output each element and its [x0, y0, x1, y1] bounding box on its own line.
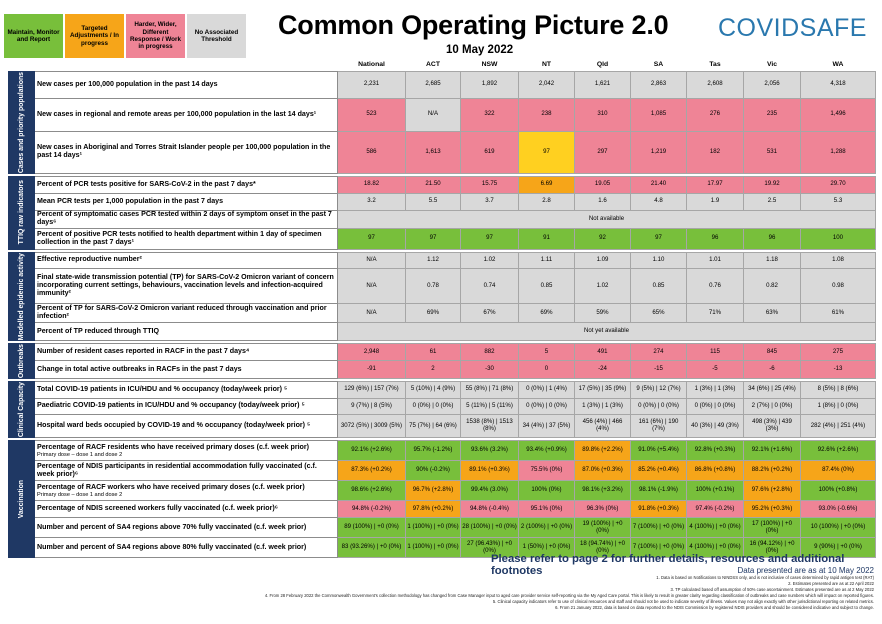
- group-label-text: Cases and priority populations: [17, 71, 25, 173]
- table-row: [9, 361, 876, 379]
- value-cell: 0.82: [744, 269, 801, 304]
- value-cell: 91.8% (+0.3%): [631, 501, 687, 518]
- value-cell: 97.4% (-0.2%): [687, 501, 744, 518]
- value-cell: 1.11: [519, 252, 575, 269]
- value-cell: 34 (4%) | 37 (5%): [519, 415, 575, 438]
- value-cell: 4 (100%) | +0 (0%): [687, 518, 744, 538]
- group-label-text: Modelled epidemic activity: [17, 252, 25, 340]
- value-cell: 28 (100%) | +0 (0%): [461, 518, 519, 538]
- value-cell: 75 (7%) | 64 (6%): [406, 415, 461, 438]
- value-cell: 89 (100%) | +0 (0%): [338, 518, 406, 538]
- footnote: 6. From 21 January 2022, data is based on data reported to the NDIS Commission by registered NDIS providers and should be considered indicative and subject to change.: [555, 604, 874, 610]
- value-cell: 61%: [801, 304, 876, 323]
- value-cell: 1 (8%) | 0 (0%): [801, 398, 876, 415]
- value-cell: 282 (4%) | 251 (4%): [801, 415, 876, 438]
- metric-label: [35, 131, 338, 173]
- value-cell: -5: [687, 361, 744, 379]
- value-cell: 18.82: [338, 176, 406, 193]
- metric-label: [35, 176, 338, 193]
- value-cell: 523: [338, 98, 406, 131]
- value-cell: 93.0% (-0.6%): [801, 501, 876, 518]
- value-cell: -91: [338, 361, 406, 379]
- metric-subtext: Primary dose – dose 1 and dose 2: [37, 491, 123, 498]
- metric-label: [35, 304, 338, 323]
- value-cell: 75.5% (0%): [519, 461, 575, 481]
- value-cell: 235: [744, 98, 801, 131]
- value-cell: 1.9: [687, 193, 744, 210]
- table-row: [9, 98, 876, 131]
- table-row: [9, 323, 876, 341]
- value-cell: 2,863: [631, 71, 687, 98]
- value-cell: 90% (-0.2%): [406, 461, 461, 481]
- metric-label: [35, 382, 338, 399]
- value-cell: 95.1% (0%): [519, 501, 575, 518]
- value-cell: 1,288: [801, 131, 876, 173]
- value-cell: 96: [744, 228, 801, 249]
- col-qld: Qld: [575, 59, 631, 71]
- value-cell: 2,948: [338, 343, 406, 361]
- value-cell: 98.6% (+2.6%): [338, 481, 406, 501]
- table-row: [9, 131, 876, 173]
- value-cell: 531: [744, 131, 801, 173]
- metric-label: [35, 98, 338, 131]
- value-cell: 2 (7%) | 0 (0%): [744, 398, 801, 415]
- col-wa: WA: [801, 59, 876, 71]
- value-cell: 1 (3%) | 1 (3%): [687, 382, 744, 399]
- metric-label: [35, 501, 338, 518]
- footnote: 4. From 28 February 2022 the Commonwealth Government's collection methodology has changed from Case Manager input to aged care provider service self-reporting via the My Aged Care portal. This is likely to result in greater clarity regarding classification of outbreaks and case numbers which will impact on reported figures.: [264, 592, 874, 598]
- value-cell: 85.2% (+0.4%): [631, 461, 687, 481]
- value-cell: 97.6% (+2.8%): [744, 481, 801, 501]
- value-cell: 9 (7%) | 8 (5%): [338, 398, 406, 415]
- table-row: [9, 304, 876, 323]
- value-cell: 96: [687, 228, 744, 249]
- value-cell: 92.1% (+1.6%): [744, 441, 801, 461]
- value-cell: 3072 (5%) | 3009 (5%): [338, 415, 406, 438]
- value-cell: 2 (100%) | +0 (0%): [519, 518, 575, 538]
- value-cell: 2,056: [744, 71, 801, 98]
- value-cell: 6.69: [519, 176, 575, 193]
- metric-label: [35, 323, 338, 341]
- table-row: [9, 441, 876, 461]
- metric-text: Number and percent of SA4 regions above 80% fully vaccinated (c.f. week prior): [37, 542, 307, 551]
- footnote-heading: Please refer to page 2 for further details, resources and additional footnotes: [491, 553, 845, 577]
- col-tas: Tas: [687, 59, 744, 71]
- table-row: [9, 481, 876, 501]
- metric-text: Total COVID-19 patients in ICU/HDU and % occupancy (today/week prior) ⁵: [37, 384, 288, 393]
- value-cell: 182: [687, 131, 744, 173]
- value-cell: 1.02: [461, 252, 519, 269]
- metric-label: [35, 398, 338, 415]
- metric-label: [35, 252, 338, 269]
- value-cell: 8 (5%) | 8 (6%): [801, 382, 876, 399]
- value-cell: 27 (96.43%) | +0 (0%): [461, 538, 519, 558]
- value-cell: 69%: [406, 304, 461, 323]
- value-cell: 87.4% (0%): [801, 461, 876, 481]
- value-cell: 1.01: [687, 252, 744, 269]
- cop-table: [8, 59, 876, 558]
- value-cell: 1,219: [631, 131, 687, 173]
- value-cell: 89.1% (+0.3%): [461, 461, 519, 481]
- table-row: [9, 176, 876, 193]
- value-cell: 5 (10%) | 4 (9%): [406, 382, 461, 399]
- value-cell: 7 (100%) | +0 (0%): [631, 518, 687, 538]
- value-cell: 882: [461, 343, 519, 361]
- value-cell: 491: [575, 343, 631, 361]
- value-cell: 9 (5%) | 12 (7%): [631, 382, 687, 399]
- metric-text: Percent of TP reduced through TTIQ: [37, 326, 160, 335]
- value-cell: 1.02: [575, 269, 631, 304]
- value-cell: 0.76: [687, 269, 744, 304]
- value-cell: 1 (50%) | +0 (0%): [519, 538, 575, 558]
- value-cell: 0.98: [801, 269, 876, 304]
- table-row: [9, 252, 876, 269]
- metric-text: Hospital ward beds occupied by COVID-19 and % occupancy (today/week prior) ⁵: [37, 421, 311, 430]
- value-cell: 86.8% (+0.8%): [687, 461, 744, 481]
- value-cell: 95.2% (+0.3%): [744, 501, 801, 518]
- value-cell: 161 (6%) | 190 (7%): [631, 415, 687, 438]
- value-cell: 1,621: [575, 71, 631, 98]
- value-cell: 100% (+0.8%): [801, 481, 876, 501]
- value-cell: 19.92: [744, 176, 801, 193]
- value-cell: 0 (0%) | 0 (0%): [519, 398, 575, 415]
- metric-label: [35, 343, 338, 361]
- data-as-at: Data presented are as at 10 May 2022: [737, 566, 874, 575]
- value-cell: N/A: [338, 269, 406, 304]
- value-cell: 94.8% (-0.2%): [338, 501, 406, 518]
- value-cell: 3.2: [338, 193, 406, 210]
- metric-label: [35, 361, 338, 379]
- value-cell: 0.74: [461, 269, 519, 304]
- metric-text: Mean PCR tests per 1,000 population in the past 7 days: [37, 196, 224, 205]
- value-cell: 1.09: [575, 252, 631, 269]
- value-cell: 10 (100%) | +0 (0%): [801, 518, 876, 538]
- metric-subtext: Primary dose – dose 1 and dose 2: [37, 451, 123, 458]
- value-cell: 7 (100%) | +0 (0%): [631, 538, 687, 558]
- footnotes: [0, 575, 874, 611]
- value-cell: 93.6% (3.2%): [461, 441, 519, 461]
- value-cell: 94.8% (-0.4%): [461, 501, 519, 518]
- value-cell: 40 (3%) | 49 (3%): [687, 415, 744, 438]
- value-cell: 0 (0%) | 0 (0%): [687, 398, 744, 415]
- value-cell: 845: [744, 343, 801, 361]
- metric-label: [35, 481, 338, 501]
- value-cell: 2.8: [519, 193, 575, 210]
- footnote: 2. Estimates presented are as at 22 April 2022: [788, 580, 874, 586]
- value-cell: 1,892: [461, 71, 519, 98]
- value-cell: 18 (94.74%) | +0 (0%): [575, 538, 631, 558]
- value-cell: 1538 (8%) | 1513 (8%): [461, 415, 519, 438]
- metric-text: Number of resident cases reported in RACF in the past 7 days⁴: [37, 347, 250, 356]
- covidsafe-logo: [718, 14, 867, 43]
- value-cell: 100% (+0.1%): [687, 481, 744, 501]
- value-cell: N/A: [338, 304, 406, 323]
- table-row: [9, 193, 876, 210]
- legend-no-threshold: No Associated Threshold: [187, 14, 246, 58]
- value-cell: 115: [687, 343, 744, 361]
- metric-text: Final state-wide transmission potential (TP) for SARS-CoV-2 Omicron variant of concern incorporating current settings, behaviours, vaccination levels and infection-acquired immunity²: [37, 273, 334, 298]
- metric-text: Percentage of RACF residents who have received primary doses (c.f. week prior): [37, 442, 310, 451]
- value-cell: 238: [519, 98, 575, 131]
- col-national: National: [338, 59, 406, 71]
- metric-text: New cases per 100,000 population in the past 14 days: [37, 79, 218, 88]
- value-cell: 1 (100%) | +0 (0%): [406, 538, 461, 558]
- value-cell: 67%: [461, 304, 519, 323]
- value-cell: 4,318: [801, 71, 876, 98]
- metric-label: [35, 71, 338, 98]
- value-cell: -6: [744, 361, 801, 379]
- table-row: [9, 71, 876, 98]
- group-label-text: Clinical Capacity: [17, 382, 25, 438]
- metric-label: [35, 441, 338, 461]
- value-cell: 2: [406, 361, 461, 379]
- col-nsw: NSW: [461, 59, 519, 71]
- value-cell: 69%: [519, 304, 575, 323]
- value-cell: 63%: [744, 304, 801, 323]
- value-cell: 310: [575, 98, 631, 131]
- table-row: [9, 461, 876, 481]
- col-act: ACT: [406, 59, 461, 71]
- value-cell: 1.08: [801, 252, 876, 269]
- value-cell: 97: [631, 228, 687, 249]
- metric-text: New cases in Aboriginal and Torres Strait Islander people per 100,000 population in the past 14 days¹: [37, 143, 331, 160]
- value-cell: -30: [461, 361, 519, 379]
- value-cell: 91.0% (+5.4%): [631, 441, 687, 461]
- metric-text: Percent of positive PCR tests notified to health department within 1 day of specimen collection in the past 7 days¹: [37, 229, 322, 246]
- metric-label: [35, 193, 338, 210]
- value-cell: 34 (6%) | 25 (4%): [744, 382, 801, 399]
- value-cell: 21.40: [631, 176, 687, 193]
- value-cell: 97.8% (+0.2%): [406, 501, 461, 518]
- value-cell: 98.1% (+3.2%): [575, 481, 631, 501]
- metric-text: Effective reproductive number²: [37, 255, 142, 264]
- metric-text: Percentage of RACF workers who have received primary doses (c.f. week prior): [37, 482, 305, 491]
- group-label: [9, 343, 35, 378]
- value-cell: 95.7% (-1.2%): [406, 441, 461, 461]
- metric-label: [35, 518, 338, 538]
- footnote: 5. Clinical capacity indicators refer to use of clinical resources and staff and should not be used to indicate severity of illness. Values may not align exactly with other jurisdictional reporting on related metrics.: [492, 598, 874, 604]
- value-cell: 1.12: [406, 252, 461, 269]
- value-cell: 87.0% (+0.3%): [575, 461, 631, 481]
- col-sa: SA: [631, 59, 687, 71]
- value-cell: 1 (3%) | 1 (3%): [575, 398, 631, 415]
- value-cell: 89.8% (+2.2%): [575, 441, 631, 461]
- value-cell: 5 (11%) | 5 (11%): [461, 398, 519, 415]
- value-cell: 5.3: [801, 193, 876, 210]
- value-cell: 91: [519, 228, 575, 249]
- table-row: [9, 343, 876, 361]
- value-cell: 1.6: [575, 193, 631, 210]
- metric-label: [35, 269, 338, 304]
- metric-text: Change in total active outbreaks in RACFs in the past 7 days: [37, 364, 242, 373]
- value-cell: 100% (0%): [519, 481, 575, 501]
- group-label: [9, 252, 35, 340]
- metric-text: Number and percent of SA4 regions above 70% fully vaccinated (c.f. week prior): [37, 522, 307, 531]
- value-cell: 98.1% (-1.9%): [631, 481, 687, 501]
- value-cell: 59%: [575, 304, 631, 323]
- table-row: [9, 228, 876, 249]
- value-cell: 5: [519, 343, 575, 361]
- value-cell: 322: [461, 98, 519, 131]
- value-cell: 19 (100%) | +0 (0%): [575, 518, 631, 538]
- value-cell: 92.6% (+2.6%): [801, 441, 876, 461]
- metric-label: [35, 415, 338, 438]
- legend: [4, 14, 246, 58]
- value-cell: 92.8% (+0.3%): [687, 441, 744, 461]
- group-label: [9, 441, 35, 558]
- value-cell: 96.3% (0%): [575, 501, 631, 518]
- group-label-text: TTIQ raw indicators: [17, 180, 25, 245]
- value-cell: 29.70: [801, 176, 876, 193]
- col-vic: Vic: [744, 59, 801, 71]
- value-cell: 586: [338, 131, 406, 173]
- value-cell: 0.85: [631, 269, 687, 304]
- value-cell: 275: [801, 343, 876, 361]
- table-row: [9, 382, 876, 399]
- span-cell: Not available: [338, 210, 876, 228]
- value-cell: 83 (93.26%) | +0 (0%): [338, 538, 406, 558]
- value-cell: 0 (0%) | 0 (0%): [406, 398, 461, 415]
- metric-text: Percentage of NDIS screened workers fully vaccinated (c.f. week prior)⁶: [37, 504, 278, 513]
- value-cell: 3.7: [461, 193, 519, 210]
- value-cell: 274: [631, 343, 687, 361]
- metric-text: Percentage of NDIS participants in residential accommodation fully vaccinated (c.f. week prior)⁶: [37, 461, 317, 478]
- logo-text: COVIDSAFE: [718, 14, 867, 42]
- value-cell: 92: [575, 228, 631, 249]
- value-cell: 16 (94.12%) | +0 (0%): [744, 538, 801, 558]
- table-row: [9, 269, 876, 304]
- value-cell: 17.97: [687, 176, 744, 193]
- metric-label: [35, 228, 338, 249]
- value-cell: 19.05: [575, 176, 631, 193]
- value-cell: 0.78: [406, 269, 461, 304]
- value-cell: 1 (100%) | +0 (0%): [406, 518, 461, 538]
- value-cell: 21.50: [406, 176, 461, 193]
- value-cell: 99.4% (3.0%): [461, 481, 519, 501]
- value-cell: 100: [801, 228, 876, 249]
- table-row: [9, 210, 876, 228]
- value-cell: 0 (0%) | 0 (0%): [631, 398, 687, 415]
- value-cell: 17 (5%) | 35 (9%): [575, 382, 631, 399]
- value-cell: 1,085: [631, 98, 687, 131]
- value-cell: 498 (3%) | 439 (3%): [744, 415, 801, 438]
- group-label: [9, 176, 35, 249]
- metric-text: Paediatric COVID-19 patients in ICU/HDU and % occupancy (today/week prior) ⁵: [37, 401, 305, 410]
- value-cell: 92.1% (+2.6%): [338, 441, 406, 461]
- value-cell: 276: [687, 98, 744, 131]
- col-nt: NT: [519, 59, 575, 71]
- value-cell: 4.8: [631, 193, 687, 210]
- group-label-text: Outbreaks: [17, 343, 25, 378]
- value-cell: 0: [519, 361, 575, 379]
- footnote: 3. TP calculated based off assumption of 50% case ascertainment. Estimates presented are as at 2 May 2022: [670, 586, 874, 592]
- value-cell: 2,608: [687, 71, 744, 98]
- value-cell: 96.7% (+2.8%): [406, 481, 461, 501]
- report-date: 10 May 2022: [446, 44, 514, 56]
- value-cell: 1.10: [631, 252, 687, 269]
- value-cell: 17 (100%) | +0 (0%): [744, 518, 801, 538]
- value-cell: 2,042: [519, 71, 575, 98]
- table-row: [9, 501, 876, 518]
- value-cell: 97: [406, 228, 461, 249]
- metric-text: Percent of symptomatic cases PCR tested within 2 days of symptom onset in the past 7 days⁶: [37, 210, 332, 227]
- value-cell: 2,231: [338, 71, 406, 98]
- table-row: [9, 398, 876, 415]
- value-cell: 2,685: [406, 71, 461, 98]
- value-cell: 61: [406, 343, 461, 361]
- metric-text: New cases in regional and remote areas per 100,000 population in the last 14 days¹: [37, 109, 317, 118]
- value-cell: 456 (4%) | 466 (4%): [575, 415, 631, 438]
- legend-maintain: Maintain, Monitor and Report: [4, 14, 63, 58]
- value-cell: -15: [631, 361, 687, 379]
- value-cell: 97: [461, 228, 519, 249]
- value-cell: 129 (6%) | 157 (7%): [338, 382, 406, 399]
- table-row: [9, 518, 876, 538]
- value-cell: N/A: [338, 252, 406, 269]
- value-cell: -24: [575, 361, 631, 379]
- value-cell: -13: [801, 361, 876, 379]
- value-cell: 55 (8%) | 71 (8%): [461, 382, 519, 399]
- value-cell: N/A: [406, 98, 461, 131]
- value-cell: 4 (100%) | +0 (0%): [687, 538, 744, 558]
- value-cell: 0 (0%) | 1 (4%): [519, 382, 575, 399]
- value-cell: 5.5: [406, 193, 461, 210]
- legend-targeted: Targeted Adjustments / In progress: [65, 14, 124, 58]
- span-cell: Not yet available: [338, 323, 876, 341]
- value-cell: 15.75: [461, 176, 519, 193]
- footnote: 1. Data is based on Notifications to NINDSS only, and is not inclusive of cases determined by rapid antigen test (RAT): [656, 575, 874, 580]
- header-row: [9, 59, 876, 71]
- value-cell: 9 (90%) | +0 (0%): [801, 538, 876, 558]
- value-cell: 71%: [687, 304, 744, 323]
- metric-label: [35, 538, 338, 558]
- value-cell: 97: [338, 228, 406, 249]
- metric-label: [35, 210, 338, 228]
- table-row: [9, 415, 876, 438]
- value-cell: 87.3% (+0.2%): [338, 461, 406, 481]
- value-cell: 65%: [631, 304, 687, 323]
- value-cell: 88.2% (+0.2%): [744, 461, 801, 481]
- value-cell: 297: [575, 131, 631, 173]
- value-cell: 1,496: [801, 98, 876, 131]
- value-cell: 97: [519, 131, 575, 173]
- value-cell: 1,613: [406, 131, 461, 173]
- metric-text: Percent of TP for SARS-CoV-2 Omicron variant reduced through vaccination and prior infection²: [37, 304, 327, 321]
- group-label: [9, 71, 35, 173]
- value-cell: 2.5: [744, 193, 801, 210]
- value-cell: 93.4% (+0.9%): [519, 441, 575, 461]
- value-cell: 0.85: [519, 269, 575, 304]
- group-label: [9, 382, 35, 438]
- group-label-text: Vaccination: [17, 480, 25, 519]
- legend-harder: Harder, Wider, Different Response / Work in progress: [126, 14, 185, 58]
- value-cell: 619: [461, 131, 519, 173]
- page-title: Common Operating Picture 2.0: [278, 10, 669, 40]
- metric-label: [35, 461, 338, 481]
- value-cell: 1.18: [744, 252, 801, 269]
- metric-text: Percent of PCR tests positive for SARS-CoV-2 in the past 7 days*: [37, 179, 256, 188]
